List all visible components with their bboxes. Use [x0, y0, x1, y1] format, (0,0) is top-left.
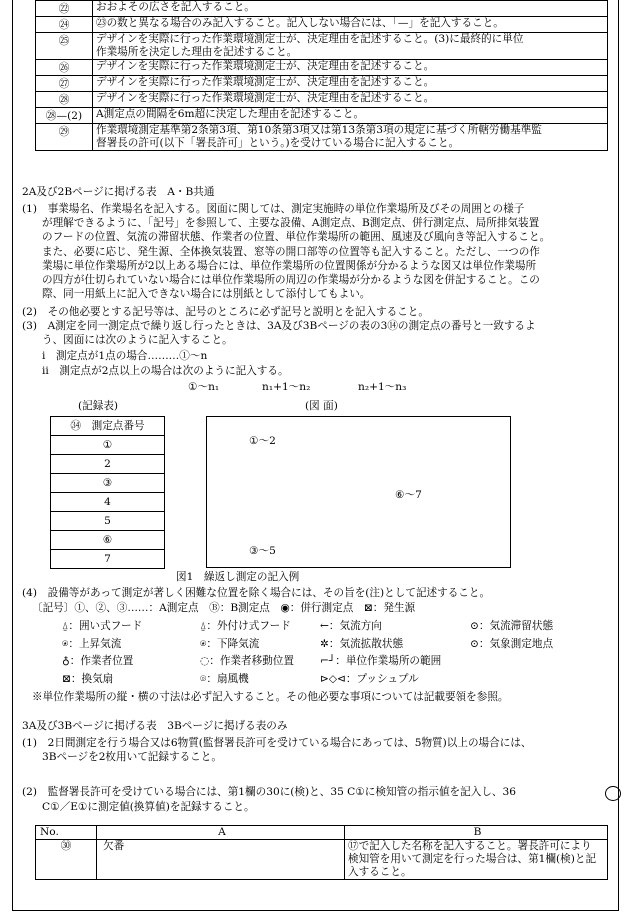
instruction-row	[36, 124, 608, 151]
column-table	[35, 825, 608, 880]
row-b-line: 入すること。	[348, 866, 412, 878]
instruction-no: ㉖	[36, 60, 93, 76]
section-a-item1-line: が理解できるように、「記号」を参照して、主要な設備、A測定点、B測定点、併行測定点、局所排気装置	[42, 217, 540, 230]
circle-mark	[605, 786, 621, 801]
instruction-text	[93, 17, 608, 33]
instruction-text-line: デザインを実際に行った作業環境測定士が、決定理由を記述すること。(3)に最終的に単位	[96, 33, 524, 45]
record-value: ①	[51, 436, 165, 455]
symbol-item: ✲：気流拡散状態	[320, 637, 404, 650]
section-a-item1-line: のフードの位置、気流の滞留状態、作業者の位置、単位作業場所の範囲、風速及び風向き等記入すること。	[42, 231, 551, 244]
section-a-item1-line: 業場に単位作業場所が2以上ある場合には、単位作業場所の位置関係が分かるような図又は単位作業場所	[42, 259, 537, 272]
instruction-no: ㉘—(2)	[36, 108, 93, 124]
item3-case-ii: ii 測定点が2点以上の場合は次のように記入する。	[42, 365, 289, 377]
instruction-text	[93, 108, 608, 124]
instruction-text-line: デザインを実際に行った作業環境測定士が、決定理由を記述すること。	[96, 92, 435, 104]
instruction-row	[36, 1, 608, 17]
record-value: ⑥	[51, 531, 165, 550]
instruction-no: ㉒	[36, 1, 93, 17]
symbol-item: ←：気流方向	[320, 620, 382, 632]
symbol-item: ♁：作業者位置	[62, 655, 134, 667]
section-b-item2-line1: (2) 監督署長許可を受けている場合には、第1欄の30に(検)と、35 C①に検知管の指示値を記入し、36	[22, 786, 516, 798]
range-2: n₁+1〜n₂	[262, 381, 311, 393]
record-row	[51, 436, 165, 455]
instruction-no: ㉗	[36, 76, 93, 92]
instruction-no: ㉔	[36, 17, 93, 33]
symbol-item: ⊠：換気扇	[62, 672, 114, 685]
symbol-item: ⌾：扇風機	[200, 672, 249, 685]
header-b: B	[345, 826, 608, 840]
section-a-heading: 2A及び2Bページに掲げる表 A・B共通	[22, 186, 215, 198]
record-header: ㉞ 測定点番号	[51, 417, 165, 436]
fig-point-2: ⑥〜7	[395, 489, 422, 501]
instruction-row	[36, 76, 608, 92]
instruction-row	[36, 17, 608, 33]
section-a-item4: (4) 設備等があって測定が著しく困難な位置を除く場合には、その旨を(注)として記述すること。	[22, 587, 491, 599]
figure-label: (図 面)	[305, 400, 338, 412]
section-b-item1-line1: (1) 2日間測定を行う場合又は6物質(監督署長許可を受けている場合にあっては、5物質)以上の場合には、	[22, 737, 532, 749]
section-b-item1-line2: 3Bページを2枚用いて記録すること。	[42, 751, 222, 763]
instruction-text	[93, 76, 608, 92]
symbols-line1: 〔記号〕①、②、③……：A測定点 Ⓑ：B測定点 ◉：併行測定点 ⊠：発生源	[32, 602, 416, 614]
range-1: ①〜n₁	[188, 381, 220, 393]
record-row	[51, 550, 165, 569]
section-b-item2-line2: C①／E①に測定値(換算値)を記録すること。	[42, 801, 255, 813]
instruction-no: ㉙	[36, 124, 93, 151]
record-row	[51, 455, 165, 474]
record-row	[51, 474, 165, 493]
instruction-text-line: おおよその広さを記入すること。	[96, 1, 255, 13]
instruction-table	[35, 0, 608, 151]
row-b	[345, 840, 608, 880]
instruction-row	[36, 60, 608, 76]
record-table	[50, 416, 165, 569]
record-value: 4	[51, 493, 165, 512]
instruction-text-line: ㉓の数と異なる場合のみ記入すること。記入しない場合には、「—」を記入すること。	[96, 17, 504, 29]
row-b-line: ⑰で記入した名称を記入すること。署長許可により	[348, 840, 592, 852]
instruction-text-line: 作業場所を決定した理由を記述すること。	[96, 46, 298, 58]
section-a-item1-line: (1) 事業場名、作業場名を記入する。図面に関しては、測定実施時の単位作業場所及びその周囲との様子	[22, 203, 525, 215]
instruction-text-line: 作業環境測定基準第2条第3項、第10条第3項又は第13条第3項の規定に基づく所轄労働基準監	[96, 124, 542, 136]
record-row	[51, 512, 165, 531]
instruction-text-line: デザインを実際に行った作業環境測定士が、決定理由を記述すること。	[96, 60, 435, 72]
section-a-note: ※単位作業場所の縦・横の寸法は必ず記入すること。その他必要な事項については記載要領を参照。	[32, 691, 509, 703]
instruction-row	[36, 108, 608, 124]
record-table-label: (記録表)	[78, 400, 119, 412]
instruction-no: ㉘	[36, 92, 93, 108]
row-no: ㉚	[36, 840, 97, 880]
section-a-item1-line: 際、同一用紙上に記入できない場合には別紙として添付してもよい。	[42, 288, 371, 301]
instruction-text	[93, 60, 608, 76]
symbol-item: ⍙：囲い式フード	[62, 620, 143, 632]
symbol-item: ⊙：気流滞留状態	[470, 620, 554, 632]
header-a: A	[97, 826, 345, 840]
header-no: No.	[36, 826, 97, 840]
record-row	[51, 493, 165, 512]
instruction-no: ㉕	[36, 33, 93, 60]
instruction-text-line: A測定点の間隔を6m超に決定した理由を記述すること。	[96, 108, 365, 120]
symbol-item: ⍙：外付け式フード	[200, 620, 291, 632]
section-a-item3-line2: う、図面には次のように記入すること。	[42, 334, 233, 346]
record-value: 2	[51, 455, 165, 474]
instruction-row	[36, 33, 608, 60]
section-b-heading: 3A及び3Bページに掲げる表 3Bページに掲げる表のみ	[22, 720, 288, 732]
fig-point-1: ①〜2	[249, 435, 276, 447]
symbol-item: ⌐┘：単位作業場所の範囲	[320, 655, 442, 667]
instruction-text-line: 督署長の許可(以下「署長許可」という。)を受けている場合に記入すること。	[96, 137, 460, 149]
range-3: n₂+1〜n₃	[358, 381, 407, 393]
symbol-item: ⊙：気象測定地点	[470, 637, 554, 650]
symbol-item: ⍟：下降気流	[200, 637, 260, 650]
symbol-item: ⍟：上昇気流	[62, 637, 122, 650]
symbol-item: ⊳◇⊲：プッシュプル	[320, 672, 419, 685]
section-a-item1-line: また、必要に応じ、発生源、全体換気装置、窓等の開口部等の位置等も記入すること。ただし、一つの作	[42, 245, 540, 258]
section-a-item3-line1: (3) A測定を同一測定点で繰り返し行ったときは、3A及び3Bページの表の3⑭の測定点の番号と一致するよ	[22, 320, 536, 332]
instruction-text	[93, 92, 608, 108]
instruction-text	[93, 1, 608, 17]
instruction-text	[93, 33, 608, 60]
record-value: 7	[51, 550, 165, 569]
record-row	[51, 531, 165, 550]
figure-box	[206, 416, 511, 568]
symbol-item: ◌：作業者移動位置	[200, 655, 294, 667]
record-value: 5	[51, 512, 165, 531]
instruction-row	[36, 92, 608, 108]
row-b-line: 検知管を用いて測定を行った場合は、第1欄(検)と記	[348, 853, 597, 865]
section-a-item2: (2) その他必要とする記号等は、記号のところに必ず記号と説明とを記入すること。	[22, 306, 429, 318]
section-a-item1-line: の四方が仕切られていない場合には単位作業場所の周辺の作業場が分かるような図を併記すること。この	[42, 274, 540, 286]
fig-point-3: ③〜5	[249, 545, 276, 557]
instruction-text	[93, 124, 608, 151]
row-a: 欠番	[97, 840, 345, 880]
item3-case-i: i 測定点が1点の場合………①〜n	[42, 350, 208, 362]
record-value: ③	[51, 474, 165, 493]
figure-caption: 図1 繰返し測定の記入例	[176, 571, 300, 583]
instruction-text-line: デザインを実際に行った作業環境測定士が、決定理由を記述すること。	[96, 76, 435, 88]
